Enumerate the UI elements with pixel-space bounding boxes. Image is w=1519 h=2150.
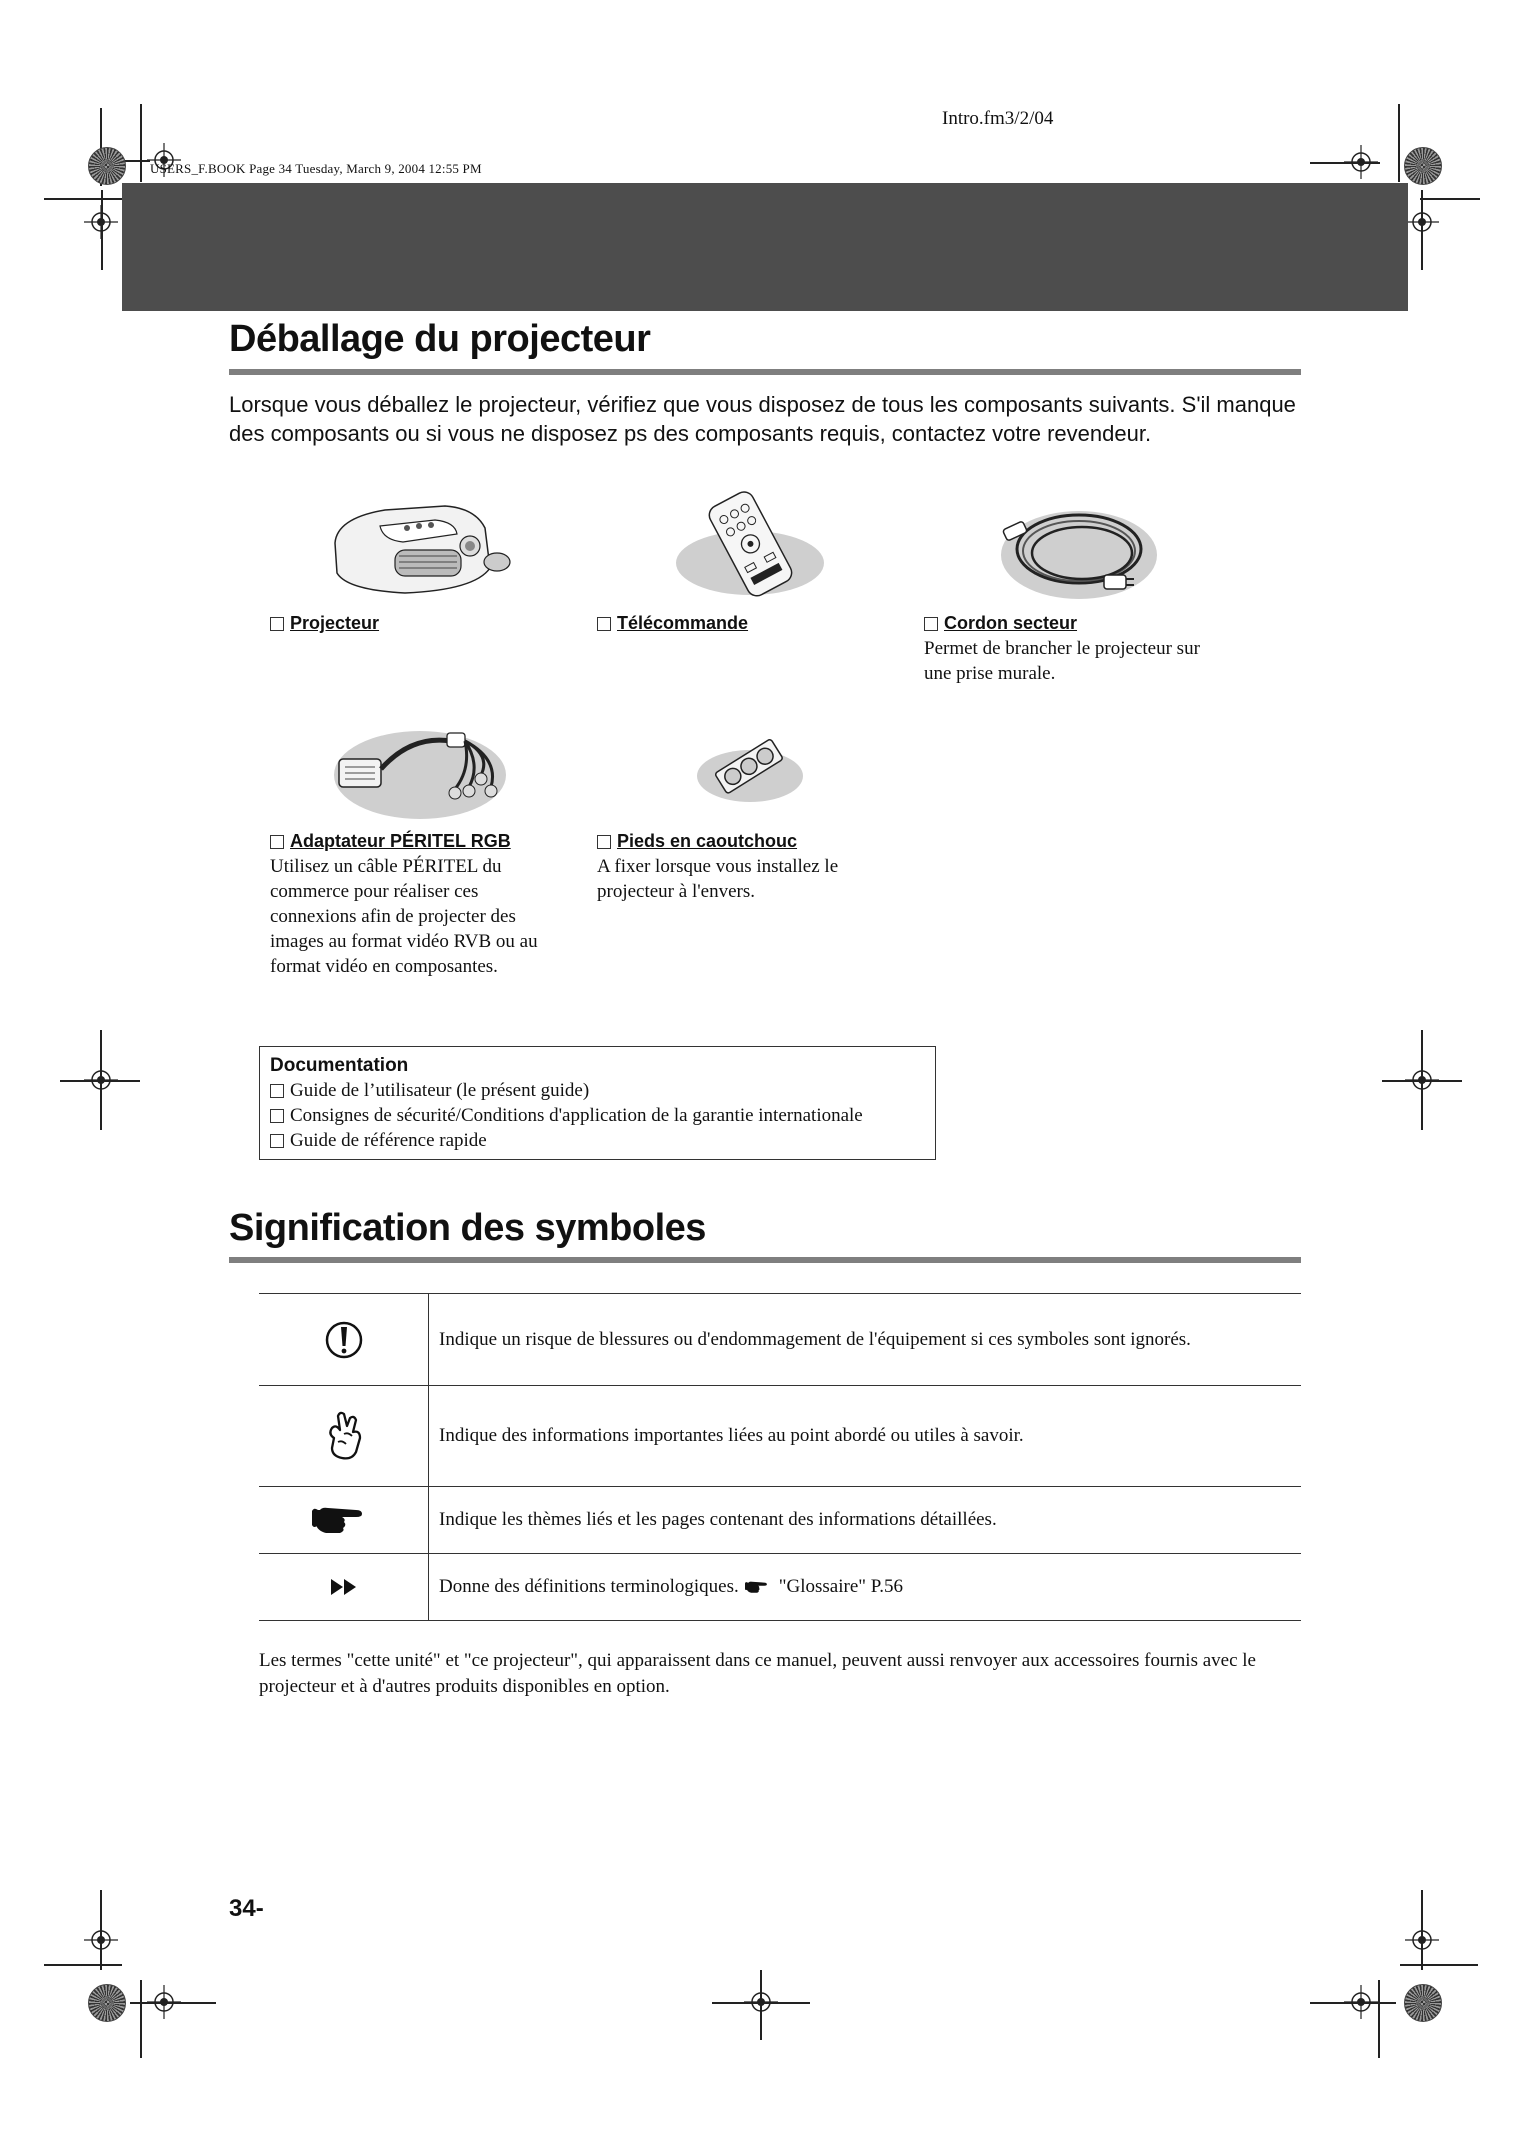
table-row	[259, 1386, 1301, 1487]
item-description-line: images au format vidéo RVB ou au	[270, 931, 538, 952]
color-rosette-icon	[88, 147, 126, 185]
checkbox-icon	[924, 617, 938, 631]
checkbox-icon	[597, 617, 611, 631]
item-description-line: une prise murale.	[924, 663, 1056, 684]
book-label: USERS_F.BOOK Page 34 Tuesday, March 9, 2004 12:55 PM	[150, 161, 482, 176]
rubber-feet-image	[695, 732, 805, 806]
section-title-unpack: Déballage du projecteur	[229, 318, 651, 360]
page-number: 34-	[229, 1895, 264, 1922]
documentation-item-label: Guide de l’utilisateur (le présent guide)	[290, 1080, 590, 1101]
checkbox-icon	[597, 835, 611, 849]
item-projector	[270, 611, 570, 636]
item-label: Télécommande	[617, 613, 749, 633]
registration-mark-icon	[1405, 1063, 1439, 1097]
registration-mark-icon	[84, 1063, 118, 1097]
documentation-item-label: Guide de référence rapide	[290, 1130, 487, 1151]
symbols-table	[259, 1293, 1301, 1621]
item-remote	[597, 611, 897, 636]
registration-mark-icon	[1344, 145, 1378, 179]
item-label: Pieds en caoutchouc	[617, 831, 798, 851]
item-description-line: Utilisez un câble PÉRITEL du	[270, 856, 502, 877]
item-description-line: connexions afin de projecter des	[270, 906, 516, 927]
item-label: Cordon secteur	[944, 613, 1078, 633]
item-label: Projecteur	[290, 613, 380, 633]
section-rule	[229, 1257, 1301, 1263]
checkbox-icon	[270, 617, 284, 631]
checkbox-icon	[270, 1084, 284, 1098]
item-rubber-feet	[597, 829, 917, 904]
color-rosette-icon	[1404, 147, 1442, 185]
tip-hand-icon	[322, 1408, 366, 1464]
footer-note: Les termes "cette unité" et "ce projecteur", qui apparaissent dans ce manuel, peuvent aussi renvoyer aux accessoires fournis avec le projecteur et à d'autres produits disponibles en option.	[259, 1650, 1256, 1697]
documentation-item	[270, 1078, 925, 1103]
table-row	[259, 1294, 1301, 1386]
registration-mark-icon	[744, 1985, 778, 2019]
color-rosette-icon	[88, 1984, 126, 2022]
item-description-line: Permet de brancher le projecteur sur	[924, 638, 1200, 659]
definition-text: Donne des définitions terminologiques.	[439, 1576, 739, 1597]
pointing-hand-icon	[312, 1503, 376, 1537]
item-description-line: A fixer lorsque vous installez le	[597, 856, 839, 877]
documentation-item	[270, 1103, 925, 1128]
registration-mark-icon	[84, 1923, 118, 1957]
table-row	[259, 1487, 1301, 1554]
symbol-description: Indique les thèmes liés et les pages contenant des informations détaillées.	[439, 1509, 997, 1530]
documentation-item	[270, 1128, 925, 1153]
item-label: Adaptateur PÉRITEL RGB	[290, 831, 511, 851]
remote-control-image	[674, 488, 826, 598]
color-rosette-icon	[1404, 1984, 1442, 2022]
documentation-title: Documentation	[270, 1055, 409, 1076]
symbol-description: Indique un risque de blessures ou d'endommagement de l'équipement si ces symboles sont ignorés.	[439, 1328, 1191, 1350]
double-arrow-icon	[329, 1577, 359, 1597]
section-rule	[229, 369, 1301, 375]
header-banner	[122, 183, 1408, 311]
intro-paragraph: Lorsque vous déballez le projecteur, vérifiez que vous disposez de tous les composants suivants. S'il manque des composants ou si vous ne disposez ps des composants requis, contactez votre revendeur.	[229, 392, 1296, 446]
item-scart-adapter	[270, 829, 590, 979]
symbol-description: Indique des informations importantes liées au point abordé ou utiles à savoir.	[439, 1425, 1024, 1446]
projector-image	[325, 498, 515, 598]
checkbox-icon	[270, 835, 284, 849]
item-power-cord	[924, 611, 1264, 686]
pointing-hand-icon	[745, 1579, 773, 1595]
documentation-box	[259, 1046, 936, 1160]
registration-mark-icon	[1405, 1923, 1439, 1957]
symbol-description	[429, 1554, 1301, 1620]
item-description-line: projecteur à l'envers.	[597, 881, 755, 902]
registration-mark-icon	[1344, 1985, 1378, 2019]
checkbox-icon	[270, 1109, 284, 1123]
glossary-reference[interactable]: "Glossaire" P.56	[778, 1576, 903, 1597]
caution-icon	[324, 1318, 364, 1362]
item-description-line: commerce pour réaliser ces	[270, 881, 479, 902]
registration-mark-icon	[147, 1985, 181, 2019]
file-label: Intro.fm3/2/04	[942, 108, 1054, 129]
checkbox-icon	[270, 1134, 284, 1148]
table-row	[259, 1554, 1301, 1621]
scart-adapter-image	[331, 725, 509, 823]
power-cord-image	[996, 495, 1162, 601]
documentation-item-label: Consignes de sécurité/Conditions d'application de la garantie internationale	[290, 1105, 863, 1126]
section-title-symbols: Signification des symboles	[229, 1207, 706, 1249]
item-description-line: format vidéo en composantes.	[270, 956, 498, 977]
